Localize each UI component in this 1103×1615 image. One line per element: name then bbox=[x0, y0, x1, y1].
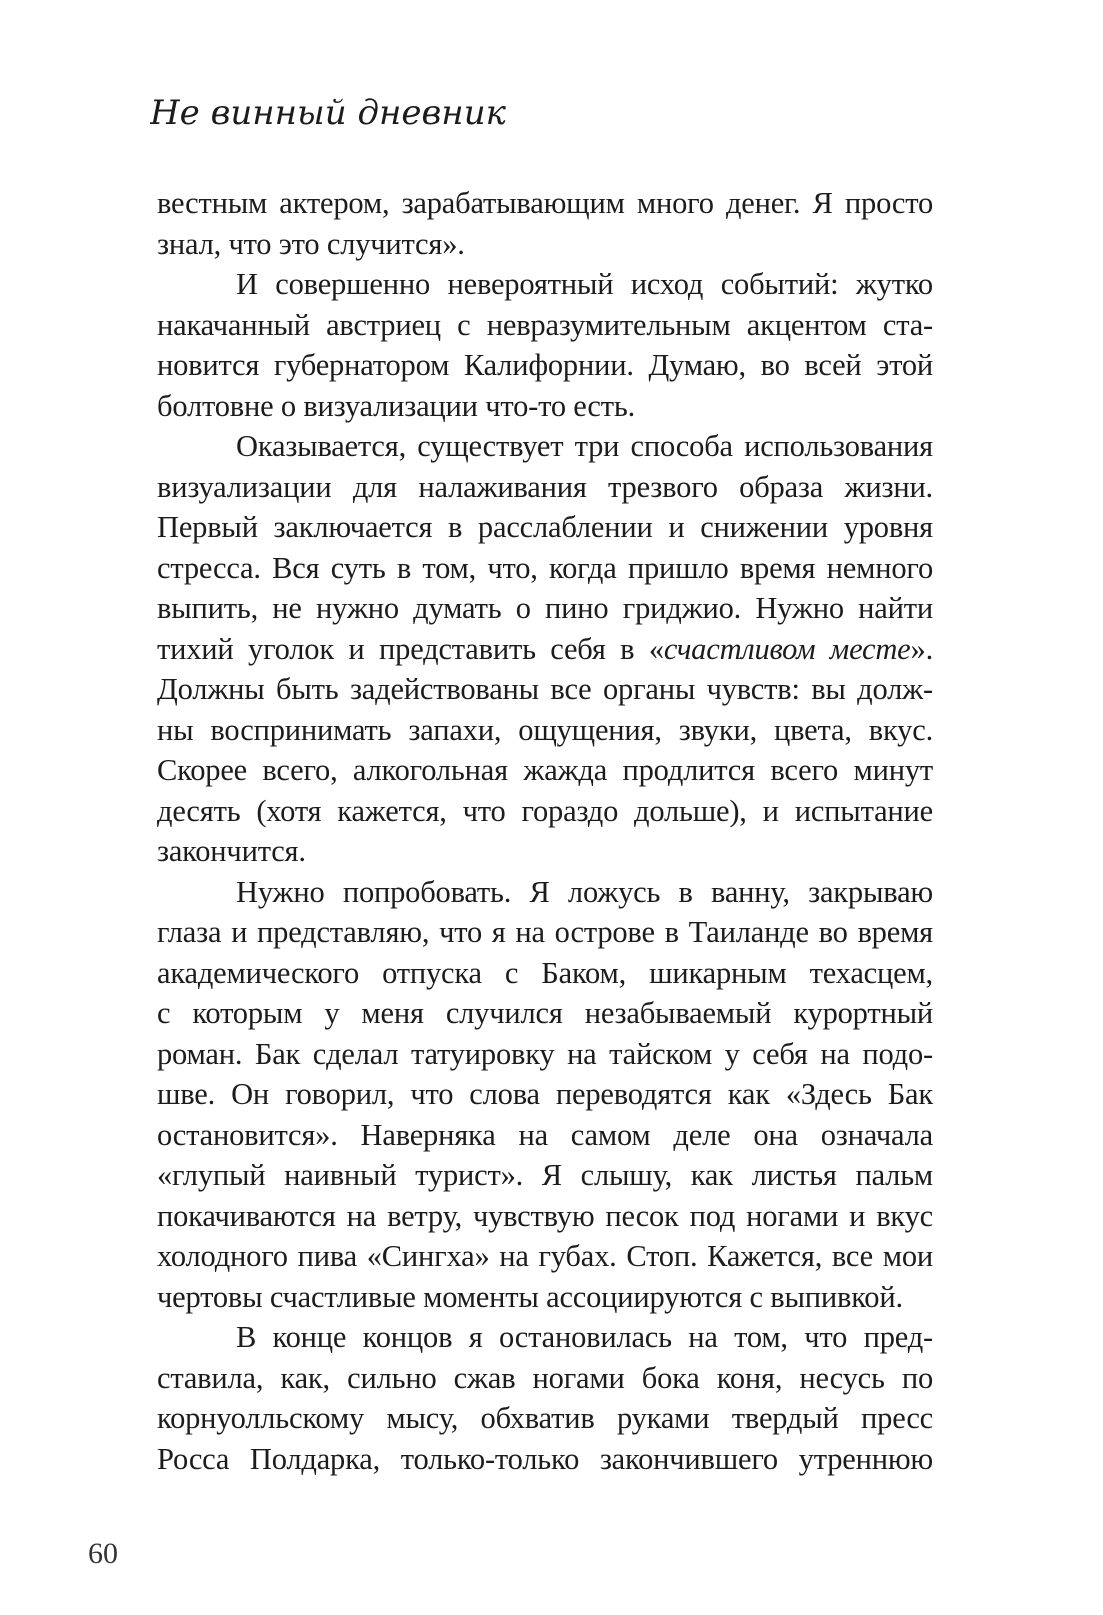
running-header bbox=[150, 80, 570, 150]
text-line: корнуолльскому мысу, обхватив руками твердый пресс bbox=[157, 1401, 933, 1435]
text-line: покачиваются на ветру, чувствую песок под ногами и вкус bbox=[157, 1198, 933, 1233]
text-line: остановится». Наверняка на самом деле она означала bbox=[157, 1117, 933, 1152]
text-line: болтовне о визуализации что-то есть. bbox=[157, 388, 636, 423]
text-segment: ». bbox=[910, 631, 933, 666]
text-line: Росса Полдарка, только-только закончившего утреннюю bbox=[157, 1441, 933, 1476]
text-line: «глупый наивный турист». Я слышу, как листья пальм bbox=[157, 1158, 933, 1192]
running-header-script bbox=[150, 80, 570, 150]
text-line: Скорее всего, алкогольная жажда продлится всего минут bbox=[157, 753, 933, 787]
running-header-title: Не винный дневник bbox=[150, 93, 506, 133]
text-line: Должны быть задействованы все органы чувств: вы долж- bbox=[157, 672, 933, 706]
text-line: В конце концов я остановилась на том, что пред- bbox=[236, 1320, 933, 1354]
text-line: Оказывается, существует три способа использования bbox=[236, 429, 933, 463]
text-line: с которым у меня случился незабываемый курортный bbox=[157, 996, 933, 1030]
text-line: чертовы счастливые моменты ассоциируются с выпивкой. bbox=[157, 1279, 903, 1314]
text-line: глаза и представляю, что я на острове в Таиланде во время bbox=[157, 915, 933, 949]
text-line: новится губернатором Калифорнии. Думаю, во всей этой bbox=[157, 348, 933, 382]
text-line-with-emphasis bbox=[157, 629, 933, 670]
text-line: десять (хотя кажется, что гораздо дольше), и испытание bbox=[157, 793, 933, 828]
text-line: шве. Он говорил, что слова переводятся как «Здесь Бак bbox=[157, 1077, 933, 1111]
text-line: знал, что это случится». bbox=[157, 226, 465, 261]
text-line: ны воспринимать запахи, ощущения, звуки, цвета, вкус. bbox=[157, 712, 933, 747]
emphasized-phrase: счастливом месте bbox=[663, 631, 911, 666]
text-line: И совершенно невероятный исход событий: жутко bbox=[236, 267, 933, 301]
text-line: выпить, не нужно думать о пино гриджио. Нужно найти bbox=[157, 591, 933, 625]
text-segment: тихий уголок и представить себя в « bbox=[157, 631, 664, 666]
text-line: академического отпуска с Баком, шикарным техасцем, bbox=[157, 955, 933, 990]
text-line: роман. Бак сделал татуировку на тайском у себя на подо- bbox=[157, 1036, 933, 1071]
page-number: 60 bbox=[88, 1537, 118, 1570]
text-line: холодного пива «Сингха» на губах. Стоп. Кажется, все мои bbox=[157, 1239, 933, 1273]
text-line: вестным актером, зарабатывающим много денег. Я просто bbox=[157, 186, 933, 220]
text-line: Нужно попробовать. Я ложусь в ванну, закрываю bbox=[236, 874, 933, 909]
text-line: Первый заключается в расслаблении и снижении уровня bbox=[157, 510, 933, 544]
text-line: накачанный австриец с невразумительным акцентом ста- bbox=[157, 307, 933, 342]
body-text bbox=[157, 183, 933, 1479]
text-line: ставила, как, сильно сжав ногами бока коня, несусь по bbox=[157, 1360, 933, 1395]
text-line: закончится. bbox=[157, 834, 306, 868]
text-line: стресса. Вся суть в том, что, когда пришло время немного bbox=[157, 550, 933, 585]
text-line: визуализации для налаживания трезвого образа жизни. bbox=[157, 469, 933, 504]
